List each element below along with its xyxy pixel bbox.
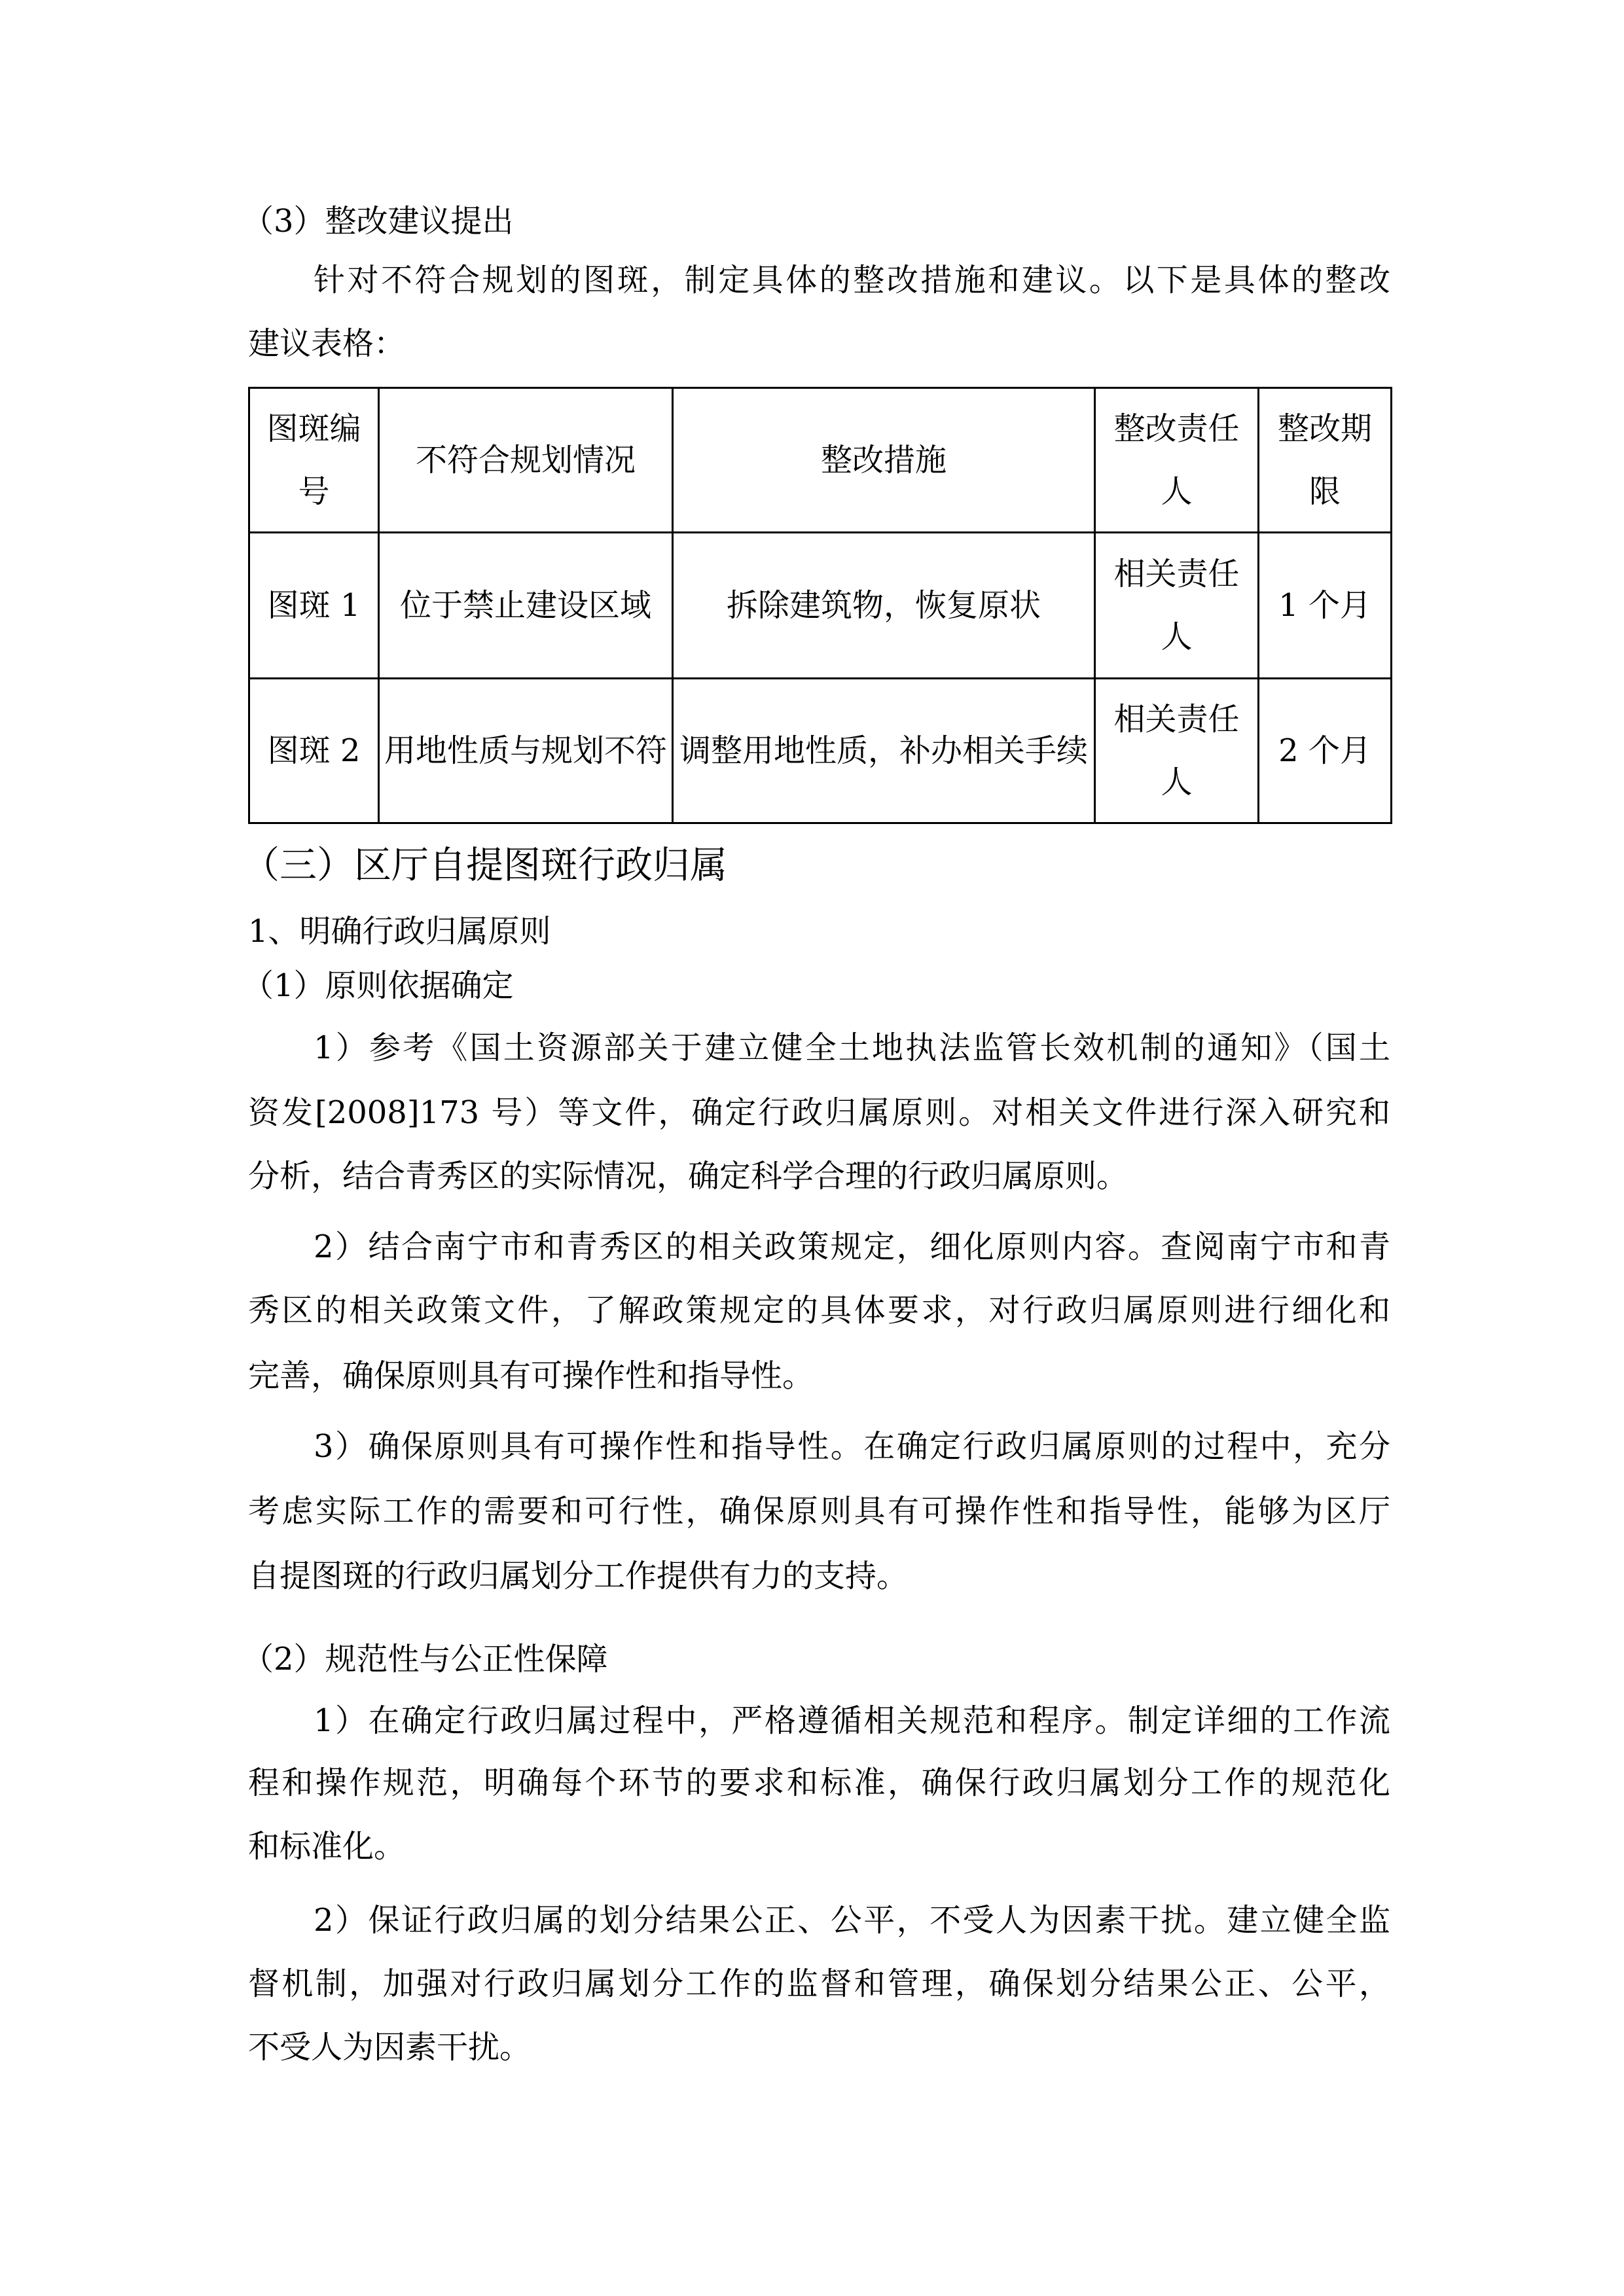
header-cell: 整改责任人 [1095, 388, 1259, 533]
chapter-heading: （三）区厅自提图斑行政归属 [242, 844, 727, 887]
paragraph-line: 不受人为因素干扰。 [248, 2029, 532, 2066]
sub-heading: （2）规范性与公正性保障 [242, 1641, 608, 1677]
table-cell: 图斑 2 [249, 679, 379, 823]
paragraph-line: 针对不符合规划的图斑，制定具体的整改措施和建议。以下是具体的整改 [314, 262, 1390, 298]
table-row [249, 679, 1392, 823]
paragraph-line: 完善，确保原则具有可操作性和指导性。 [248, 1357, 814, 1394]
table-cell: 相关责任人 [1095, 533, 1259, 679]
paragraph-line: 考虑实际工作的需要和可行性，确保原则具有可操作性和指导性，能够为区厅 [248, 1493, 1390, 1530]
header-cell: 整改措施 [673, 388, 1095, 533]
paragraph-line: 1）参考《国土资源部关于建立健全土地执法监管长效机制的通知》（国土 [314, 1030, 1390, 1066]
header-cell: 不符合规划情况 [379, 388, 673, 533]
table-header-row [249, 388, 1392, 533]
rectification-table [248, 387, 1392, 824]
table-cell: 1 个月 [1259, 533, 1392, 679]
paragraph-line: 1）在确定行政归属过程中，严格遵循相关规范和程序。制定详细的工作流 [314, 1702, 1390, 1739]
sub-heading: （1）原则依据确定 [242, 967, 514, 1004]
paragraph-line: 程和操作规范，明确每个环节的要求和标准，确保行政归属划分工作的规范化 [248, 1765, 1390, 1801]
paragraph-line: 分析，结合青秀区的实际情况，确定科学合理的行政归属原则。 [248, 1158, 1128, 1194]
header-cell: 图斑编号 [249, 388, 379, 533]
paragraph-line: 2）结合南宁市和青秀区的相关政策规定，细化原则内容。查阅南宁市和青 [314, 1229, 1390, 1265]
paragraph-line: 2）保证行政归属的划分结果公正、公平，不受人为因素干扰。建立健全监 [314, 1902, 1390, 1939]
sub-heading: 1、明确行政归属原则 [248, 913, 551, 950]
paragraph-line: 督机制，加强对行政归属划分工作的监督和管理，确保划分结果公正、公平， [248, 1965, 1390, 2002]
paragraph-line: 自提图斑的行政归属划分工作提供有力的支持。 [248, 1558, 909, 1594]
header-cell: 整改期限 [1259, 388, 1392, 533]
table-cell: 位于禁止建设区域 [379, 533, 673, 679]
paragraph-line: 建议表格： [248, 325, 406, 362]
paragraph-line: 和标准化。 [248, 1828, 406, 1865]
paragraph-line: 秀区的相关政策文件，了解政策规定的具体要求，对行政归属原则进行细化和 [248, 1292, 1390, 1329]
table-cell: 用地性质与规划不符 [379, 679, 673, 823]
paragraph-line: 3）确保原则具有可操作性和指导性。在确定行政归属原则的过程中，充分 [314, 1428, 1390, 1465]
table-cell: 2 个月 [1259, 679, 1392, 823]
table-row [249, 533, 1392, 679]
paragraph-line: 资发[2008]173 号）等文件，确定行政归属原则。对相关文件进行深入研究和 [248, 1094, 1390, 1131]
table-cell: 图斑 1 [249, 533, 379, 679]
table-cell: 相关责任人 [1095, 679, 1259, 823]
section-heading: （3）整改建议提出 [242, 203, 514, 240]
table-cell: 拆除建筑物，恢复原状 [673, 533, 1095, 679]
table-cell: 调整用地性质，补办相关手续 [673, 679, 1095, 823]
